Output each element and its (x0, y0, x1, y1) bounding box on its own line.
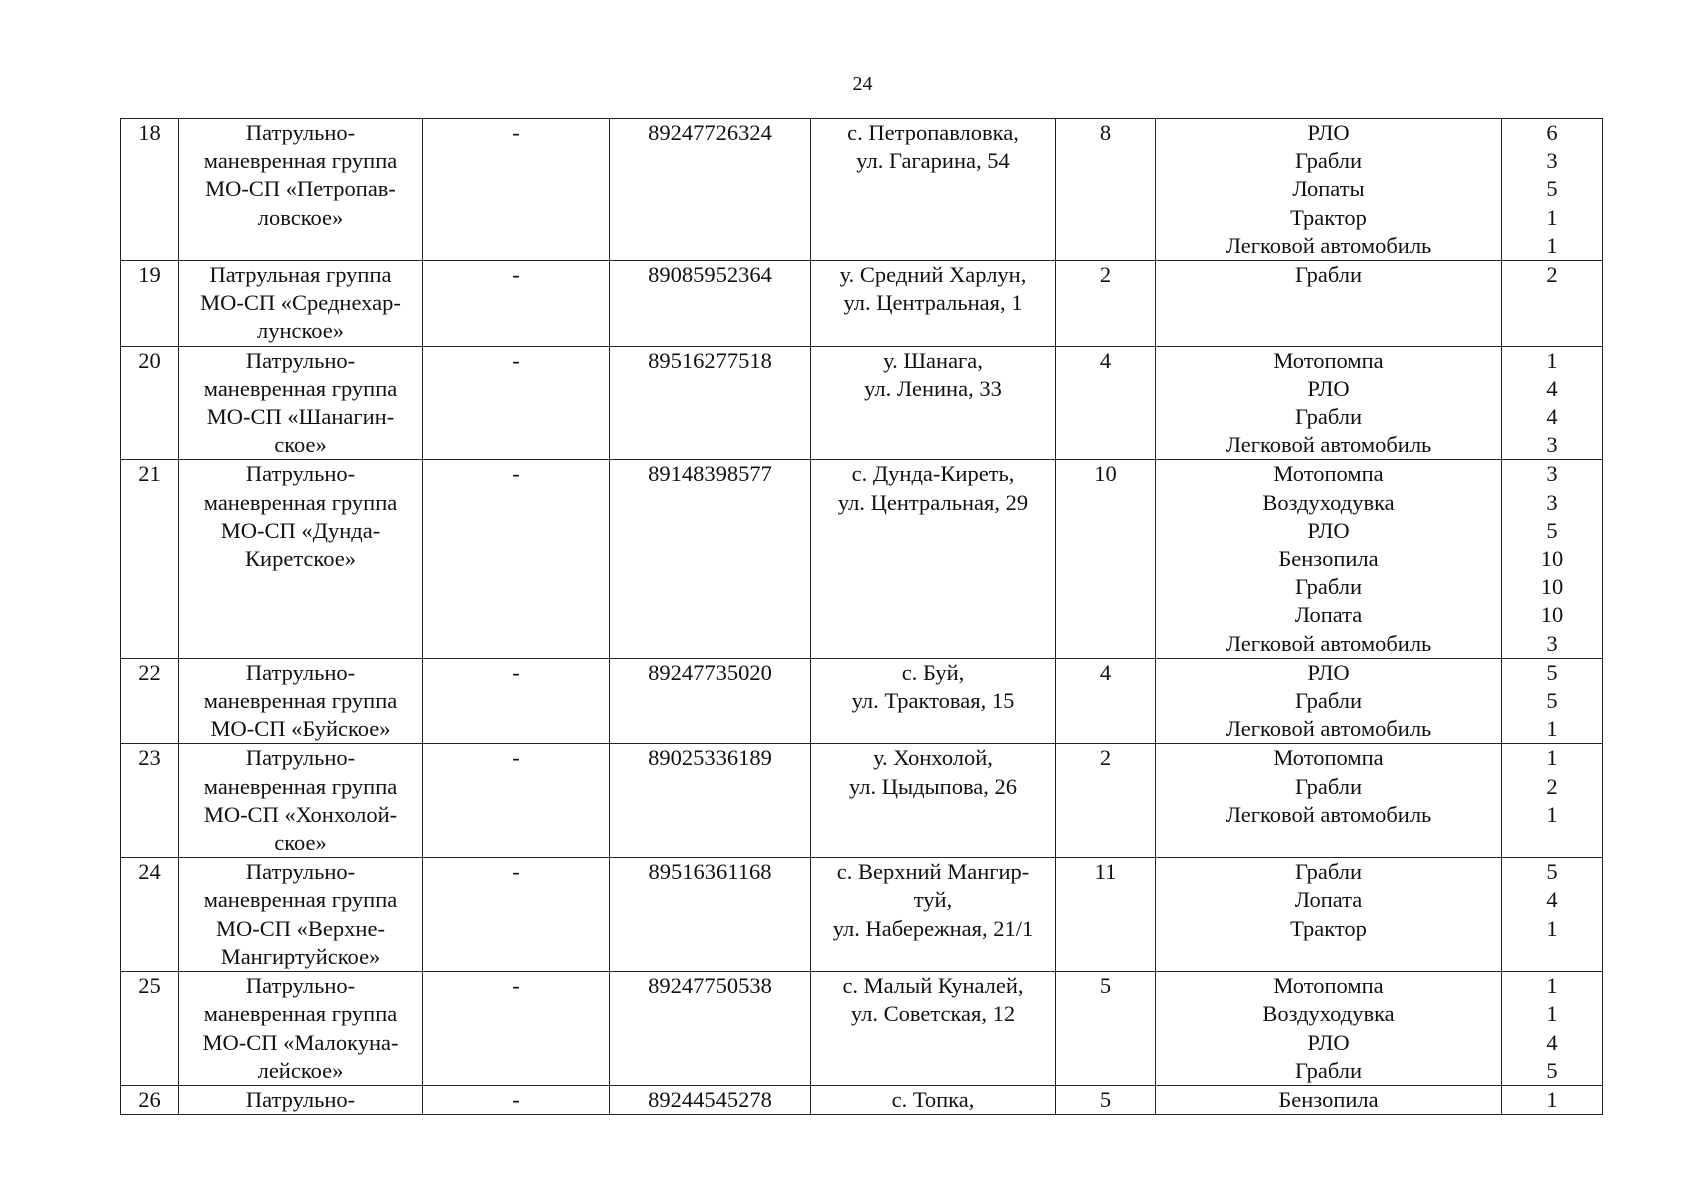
people-count-cell (1056, 261, 1156, 347)
equipment-item: Бензопила (1278, 1086, 1379, 1112)
address-cell (811, 460, 1056, 658)
group-name-line: Патрульно- (245, 659, 356, 685)
equipment-quantity: 5 (1546, 517, 1558, 543)
equipment-cell (1156, 658, 1502, 744)
dash-value: - (512, 347, 520, 373)
equipment-item: Грабли (1295, 1057, 1362, 1083)
row-number-cell (121, 858, 179, 972)
address-line: ул. Советская, 12 (850, 1001, 1016, 1027)
address-line: у. Шанага, (883, 347, 983, 373)
equipment-item: РЛО (1307, 120, 1350, 145)
people-count: 5 (1099, 973, 1112, 999)
dash-cell (423, 119, 610, 261)
group-name-line: маневренная группа (203, 688, 398, 714)
equipment-item: Грабли (1295, 859, 1362, 885)
equipment-item: РЛО (1307, 659, 1350, 685)
quantity-cell (1502, 972, 1603, 1086)
address-line: с. Петропавловка, (847, 120, 1019, 145)
equipment-cell (1156, 744, 1502, 858)
quantity-cell (1502, 1085, 1603, 1114)
group-name-cell (179, 858, 423, 972)
group-name-line: МО-СП «Верхне- (216, 915, 385, 941)
equipment-item: Мотопомпа (1273, 973, 1384, 999)
group-name-line: МО-СП «Буйское» (210, 716, 391, 742)
address-line: туй, (913, 887, 953, 913)
quantity-cell (1502, 346, 1603, 460)
row-number-cell (121, 744, 179, 858)
people-count-cell (1056, 346, 1156, 460)
equipment-quantity: 10 (1540, 574, 1564, 600)
group-name-cell (179, 460, 423, 658)
dash-value: - (512, 1086, 520, 1112)
group-name-line: Патрульно- (245, 973, 356, 999)
group-name-cell (179, 261, 423, 347)
equipment-quantity: 3 (1546, 489, 1558, 515)
address-cell (811, 261, 1056, 347)
row-number: 24 (138, 859, 161, 885)
address-cell (811, 658, 1056, 744)
equipment-item: Лопата (1294, 602, 1363, 628)
phone-cell (610, 346, 811, 460)
equipment-item: Трактор (1290, 204, 1367, 230)
equipment-cell (1156, 119, 1502, 261)
quantity-cell (1502, 858, 1603, 972)
equipment-item: Грабли (1295, 404, 1362, 430)
group-name-line: ское» (274, 830, 327, 856)
equipment-cell (1156, 261, 1502, 347)
equipment-quantity: 5 (1546, 859, 1558, 885)
quantity-cell (1502, 744, 1603, 858)
group-name-cell (179, 658, 423, 744)
dash-cell (423, 1085, 610, 1114)
equipment-quantity: 10 (1540, 602, 1564, 628)
row-number: 23 (138, 745, 161, 771)
equipment-cell (1156, 460, 1502, 658)
table-row (121, 744, 1603, 858)
quantity-cell (1502, 261, 1603, 347)
table-row (121, 972, 1603, 1086)
row-number-cell (121, 972, 179, 1086)
dash-cell (423, 744, 610, 858)
address-cell (811, 1085, 1056, 1114)
equipment-cell (1156, 346, 1502, 460)
group-name-cell (179, 346, 423, 460)
phone-cell (610, 119, 811, 261)
address-line: ул. Центральная, 1 (843, 290, 1023, 316)
phone-cell (610, 261, 811, 347)
row-number: 22 (138, 659, 161, 685)
address-line: ул. Цыдыпова, 26 (848, 773, 1018, 799)
table-row (121, 858, 1603, 972)
row-number-cell (121, 346, 179, 460)
row-number: 26 (138, 1086, 161, 1112)
equipment-quantity: 5 (1546, 688, 1558, 714)
group-name-line: маневренная группа (203, 773, 398, 799)
equipment-quantity: 3 (1546, 461, 1558, 487)
equipment-quantity: 3 (1546, 432, 1558, 458)
dash-value: - (512, 461, 520, 487)
equipment-item: Лопаты (1292, 176, 1365, 202)
dash-cell (423, 460, 610, 658)
phone-cell (610, 972, 811, 1086)
dash-cell (423, 261, 610, 347)
equipment-quantity: 5 (1546, 659, 1558, 685)
equipment-quantity: 6 (1546, 120, 1558, 145)
people-count: 4 (1099, 347, 1112, 373)
people-count: 11 (1094, 859, 1117, 885)
group-name-line: Патрульно- (245, 1086, 356, 1112)
equipment-cell (1156, 858, 1502, 972)
phone-cell (610, 1085, 811, 1114)
equipment-item: Грабли (1295, 148, 1362, 174)
people-count-cell (1056, 119, 1156, 261)
equipment-quantity: 4 (1546, 1029, 1558, 1055)
address-cell (811, 744, 1056, 858)
equipment-item: Легковой автомобиль (1225, 716, 1432, 742)
dash-cell (423, 658, 610, 744)
equipment-item: Мотопомпа (1273, 461, 1384, 487)
phone-cell (610, 858, 811, 972)
group-name-line: Мангиртуйское» (220, 943, 381, 969)
group-name-line: маневренная группа (203, 1001, 398, 1027)
row-number-cell (121, 658, 179, 744)
group-name-line: МО-СП «Дунда- (220, 517, 381, 543)
equipment-item: РЛО (1307, 517, 1350, 543)
phone-number: 89244545278 (648, 1086, 772, 1112)
equipment-item: Грабли (1295, 574, 1362, 600)
people-count-cell (1056, 858, 1156, 972)
group-name-line: маневренная группа (203, 887, 398, 913)
table-row (121, 119, 1603, 261)
equipment-quantity: 1 (1546, 915, 1558, 941)
group-name-line: ское» (274, 432, 327, 458)
equipment-item: Воздуходувка (1262, 489, 1395, 515)
phone-number: 89247735020 (648, 659, 772, 685)
group-name-line: Патрульная группа (209, 262, 392, 288)
group-name-line: Патрульно- (245, 745, 356, 771)
equipment-item: Мотопомпа (1273, 347, 1384, 373)
people-count: 2 (1099, 745, 1112, 771)
group-name-cell (179, 119, 423, 261)
dash-cell (423, 346, 610, 460)
address-line: ул. Гагарина, 54 (856, 148, 1010, 174)
address-line: у. Хонхолой, (873, 745, 993, 771)
equipment-item: Грабли (1295, 262, 1362, 288)
group-name-line: маневренная группа (203, 489, 398, 515)
address-cell (811, 119, 1056, 261)
row-number-cell (121, 119, 179, 261)
equipment-item: Легковой автомобиль (1225, 630, 1432, 656)
table-body (121, 119, 1603, 1115)
equipment-quantity: 1 (1546, 1001, 1558, 1027)
group-name-line: МО-СП «Шанагин- (206, 404, 395, 430)
address-line: с. Дунда-Киреть, (851, 461, 1015, 487)
phone-cell (610, 460, 811, 658)
equipment-item: Легковой автомобиль (1225, 432, 1432, 458)
equipment-quantity: 2 (1546, 773, 1558, 799)
phone-number: 89516277518 (648, 347, 772, 373)
row-number-cell (121, 261, 179, 347)
people-count-cell (1056, 744, 1156, 858)
equipment-item: Грабли (1295, 688, 1362, 714)
group-name-cell (179, 1085, 423, 1114)
group-name-line: Киретское» (245, 546, 356, 572)
phone-number: 89247726324 (648, 120, 772, 145)
address-line: ул. Трактовая, 15 (851, 688, 1015, 714)
address-line: с. Топка, (891, 1086, 975, 1112)
people-count: 10 (1094, 461, 1117, 487)
equipment-item: РЛО (1307, 375, 1350, 401)
equipment-item: Легковой автомобиль (1225, 801, 1432, 827)
phone-cell (610, 744, 811, 858)
address-cell (811, 346, 1056, 460)
table-row (121, 460, 1603, 658)
equipment-item: Трактор (1290, 915, 1367, 941)
row-number: 20 (138, 347, 161, 373)
row-number: 19 (138, 262, 161, 288)
row-number-cell (121, 1085, 179, 1114)
group-name-line: маневренная группа (203, 375, 398, 401)
address-line: с. Верхний Мангир- (836, 859, 1030, 885)
equipment-cell (1156, 1085, 1502, 1114)
equipment-quantity: 5 (1546, 1057, 1558, 1083)
equipment-item: Лопата (1294, 887, 1363, 913)
people-count-cell (1056, 658, 1156, 744)
group-name-line: Патрульно- (245, 859, 356, 885)
row-number-cell (121, 460, 179, 658)
address-line: с. Малый Куналей, (842, 973, 1024, 999)
equipment-cell (1156, 972, 1502, 1086)
dash-value: - (512, 120, 520, 145)
phone-cell (610, 658, 811, 744)
address-cell (811, 972, 1056, 1086)
equipment-item: Легковой автомобиль (1225, 232, 1432, 258)
people-count: 5 (1099, 1086, 1112, 1112)
group-name-line: МО-СП «Малокуна- (202, 1029, 399, 1055)
equipment-quantity: 1 (1546, 973, 1558, 999)
equipment-item: РЛО (1307, 1029, 1350, 1055)
group-name-cell (179, 744, 423, 858)
group-name-line: лунское» (256, 318, 345, 344)
group-name-line: Патрульно- (245, 461, 356, 487)
people-count: 8 (1099, 120, 1112, 145)
phone-number: 89085952364 (648, 262, 772, 288)
table-row (121, 1085, 1603, 1114)
equipment-quantity: 4 (1546, 887, 1558, 913)
group-name-line: МО-СП «Петропав- (205, 176, 396, 202)
dash-value: - (512, 262, 520, 288)
group-name-line: Патрульно- (245, 347, 356, 373)
table-row (121, 658, 1603, 744)
people-count-cell (1056, 460, 1156, 658)
people-count-cell (1056, 1085, 1156, 1114)
dash-value: - (512, 973, 520, 999)
equipment-quantity: 2 (1546, 262, 1558, 288)
quantity-cell (1502, 119, 1603, 261)
group-name-line: Патрульно- (245, 120, 356, 145)
equipment-quantity: 3 (1546, 148, 1558, 174)
equipment-quantity: 1 (1546, 801, 1558, 827)
quantity-cell (1502, 460, 1603, 658)
address-line: с. Буй, (901, 659, 965, 685)
address-line: ул. Центральная, 29 (837, 489, 1029, 515)
group-name-cell (179, 972, 423, 1086)
equipment-quantity: 5 (1546, 176, 1558, 202)
equipment-quantity: 1 (1546, 716, 1558, 742)
group-name-line: маневренная группа (203, 148, 398, 174)
quantity-cell (1502, 658, 1603, 744)
people-count: 4 (1099, 659, 1112, 685)
group-name-line: МО-СП «Среднехар- (200, 290, 401, 316)
page-number: 24 (852, 73, 873, 95)
equipment-quantity: 1 (1546, 204, 1558, 230)
people-count-cell (1056, 972, 1156, 1086)
equipment-quantity: 4 (1546, 404, 1558, 430)
row-number: 25 (138, 973, 161, 999)
phone-number: 89247750538 (648, 973, 772, 999)
equipment-item: Воздуходувка (1262, 1001, 1395, 1027)
equipment-item: Мотопомпа (1273, 745, 1384, 771)
address-line: у. Средний Харлун, (839, 262, 1027, 288)
patrol-groups-table (120, 118, 1603, 1115)
equipment-quantity: 1 (1546, 1086, 1558, 1112)
equipment-quantity: 1 (1546, 232, 1558, 258)
equipment-quantity: 10 (1540, 546, 1564, 572)
dash-value: - (512, 659, 520, 685)
dash-value: - (512, 745, 520, 771)
equipment-item: Бензопила (1278, 546, 1379, 572)
equipment-quantity: 3 (1546, 630, 1558, 656)
row-number: 21 (138, 461, 161, 487)
group-name-line: лейское» (257, 1057, 344, 1083)
phone-number: 89516361168 (648, 859, 772, 885)
phone-number: 89148398577 (648, 461, 772, 487)
dash-cell (423, 858, 610, 972)
address-line: ул. Ленина, 33 (864, 375, 1002, 401)
group-name-line: МО-СП «Хонхолой- (203, 801, 398, 827)
group-name-line: ловское» (257, 204, 344, 230)
equipment-quantity: 4 (1546, 375, 1558, 401)
address-cell (811, 858, 1056, 972)
row-number: 18 (138, 120, 161, 145)
phone-number: 89025336189 (648, 745, 772, 771)
equipment-quantity: 1 (1546, 347, 1558, 373)
equipment-item: Грабли (1295, 773, 1362, 799)
dash-cell (423, 972, 610, 1086)
table-row (121, 261, 1603, 347)
people-count: 2 (1099, 262, 1112, 288)
equipment-quantity: 1 (1546, 745, 1558, 771)
table-row (121, 346, 1603, 460)
address-line: ул. Набережная, 21/1 (832, 915, 1034, 941)
dash-value: - (512, 859, 520, 885)
